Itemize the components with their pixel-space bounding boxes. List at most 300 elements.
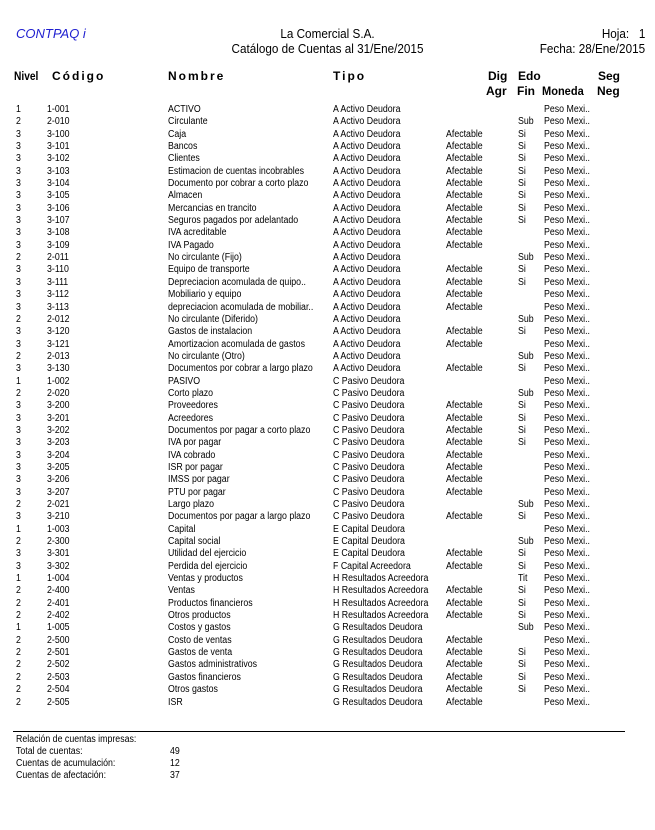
cell-afectable: Afectable (446, 449, 483, 461)
cell-tipo: A Activo Deudora (333, 165, 401, 177)
cell-nivel: 3 (16, 215, 21, 227)
cell-nombre: No circulante (Otro) (168, 350, 245, 362)
col-header-codigo: Código (52, 69, 106, 83)
cell-afectable: Afectable (446, 486, 483, 498)
cell-codigo: 1-001 (47, 104, 70, 115)
cell-edo-fin: Si (518, 597, 526, 609)
cell-tipo: A Activo Deudora (333, 363, 401, 375)
table-row (0, 376, 655, 388)
cell-nivel: 3 (16, 264, 21, 276)
cell-edo-fin: Si (518, 610, 526, 622)
cell-nombre: IVA Pagado (168, 239, 214, 251)
col-header-moneda: Moneda (542, 84, 584, 98)
cell-codigo: 3-103 (47, 165, 70, 177)
cell-edo-fin: Si (518, 684, 526, 696)
cell-afectable: Afectable (446, 474, 483, 486)
col-header-fin: Fin (517, 84, 535, 98)
cell-nombre: Corto plazo (168, 387, 214, 399)
cell-codigo: 3-302 (47, 560, 70, 572)
table-row (0, 363, 655, 375)
cell-moneda: Peso Mexi.. (544, 153, 590, 165)
cell-moneda: Peso Mexi.. (544, 289, 590, 301)
cell-moneda: Peso Mexi.. (544, 239, 590, 251)
cell-edo-fin: Si (518, 659, 526, 671)
table-row (0, 203, 655, 215)
table-row (0, 339, 655, 351)
table-row (0, 116, 655, 128)
table-row (0, 178, 655, 190)
cell-codigo: 3-110 (47, 264, 69, 276)
cell-afectable: Afectable (446, 276, 483, 288)
cell-moneda: Peso Mexi.. (544, 128, 590, 140)
cell-nivel: 2 (16, 671, 21, 683)
table-row (0, 264, 655, 276)
cell-tipo: E Capital Deudora (333, 523, 405, 535)
cell-codigo: 3-109 (47, 239, 70, 251)
cell-moneda: Peso Mexi.. (544, 523, 590, 535)
cell-tipo: H Resultados Acreedora (333, 585, 429, 597)
cell-tipo: C Pasivo Deudora (333, 474, 405, 486)
cell-nombre: Otros productos (168, 610, 231, 622)
cell-nivel: 3 (16, 227, 21, 239)
cell-afectable: Afectable (446, 548, 483, 560)
cell-nombre: Mercancias en trancito (168, 202, 257, 214)
cell-tipo: E Capital Deudora (333, 548, 405, 560)
cell-edo-fin: Sub (518, 252, 534, 264)
cell-nivel: 3 (16, 474, 21, 486)
cell-moneda: Peso Mexi.. (544, 610, 590, 622)
cell-codigo: 2-401 (47, 597, 70, 609)
summary-divider (13, 731, 625, 732)
cell-nombre: ISR (168, 696, 183, 708)
cell-moneda: Peso Mexi.. (544, 659, 590, 671)
cell-edo-fin: Si (518, 437, 526, 449)
cell-moneda: Peso Mexi.. (544, 536, 590, 548)
cell-codigo: 2-300 (47, 536, 70, 548)
cell-tipo: A Activo Deudora (333, 227, 401, 239)
cell-afectable: Afectable (446, 560, 483, 572)
cell-edo-fin: Si (518, 326, 526, 338)
cell-afectable: Afectable (446, 301, 483, 313)
cell-edo-fin: Si (518, 141, 526, 153)
cell-tipo: A Activo Deudora (333, 350, 401, 362)
cell-nombre: Ventas y productos (168, 573, 243, 585)
table-row (0, 511, 655, 523)
cell-tipo: A Activo Deudora (333, 239, 401, 251)
cell-tipo: A Activo Deudora (333, 178, 401, 190)
cell-nombre: Costo de ventas (168, 634, 232, 646)
cell-nivel: 2 (16, 313, 21, 325)
table-row (0, 684, 655, 696)
cell-edo-fin: Si (518, 548, 526, 560)
cell-codigo: 3-210 (47, 511, 70, 523)
cell-codigo: 3-113 (47, 301, 69, 313)
table-row (0, 499, 655, 511)
cell-nivel: 3 (16, 486, 21, 498)
cell-tipo: E Capital Deudora (333, 536, 405, 548)
table-row (0, 437, 655, 449)
cell-moneda: Peso Mexi.. (544, 560, 590, 572)
col-header-neg: Neg (597, 84, 620, 98)
cell-edo-fin: Si (518, 511, 526, 523)
cell-nivel: 2 (16, 647, 21, 659)
table-row (0, 388, 655, 400)
cell-moneda: Peso Mexi.. (544, 264, 590, 276)
col-header-dig: Dig (488, 69, 508, 83)
cell-afectable: Afectable (446, 684, 483, 696)
cell-nivel: 3 (16, 239, 21, 251)
cell-tipo: H Resultados Acreedora (333, 597, 429, 609)
cell-tipo: A Activo Deudora (333, 301, 401, 313)
cell-tipo: A Activo Deudora (333, 128, 401, 140)
cell-nivel: 3 (16, 289, 21, 301)
cell-tipo: C Pasivo Deudora (333, 387, 405, 399)
cell-codigo: 3-205 (47, 461, 70, 473)
cell-nivel: 1 (16, 573, 21, 585)
cell-nombre: Almacen (168, 190, 203, 202)
table-row (0, 129, 655, 141)
cell-afectable: Afectable (446, 424, 483, 436)
table-row (0, 413, 655, 425)
cell-edo-fin: Si (518, 276, 526, 288)
cell-codigo: 3-130 (47, 363, 70, 375)
cell-edo-fin: Si (518, 264, 526, 276)
cell-nombre: Costos y gastos (168, 622, 231, 634)
page-value: 1 (638, 26, 645, 41)
cell-nombre: Equipo de transporte (168, 264, 250, 276)
cell-tipo: A Activo Deudora (333, 215, 401, 227)
cell-nivel: 2 (16, 634, 21, 646)
cell-moneda: Peso Mexi.. (544, 684, 590, 696)
cell-codigo: 1-005 (47, 622, 70, 634)
cell-tipo: G Resultados Deudora (333, 696, 423, 708)
cell-nombre: No circulante (Fijo) (168, 252, 242, 264)
cell-nombre: Documentos por cobrar a largo plazo (168, 363, 313, 375)
table-row (0, 474, 655, 486)
cell-moneda: Peso Mexi.. (544, 548, 590, 560)
cell-codigo: 2-400 (47, 585, 70, 597)
cell-nombre: PASIVO (168, 375, 201, 387)
table-row (0, 302, 655, 314)
cell-edo-fin: Si (518, 363, 526, 375)
cell-nombre: Documentos por pagar a largo plazo (168, 511, 311, 523)
cell-nombre: ACTIVO (168, 104, 201, 115)
cell-moneda: Peso Mexi.. (544, 597, 590, 609)
cell-codigo: 3-121 (47, 338, 70, 350)
cell-afectable: Afectable (446, 227, 483, 239)
cell-codigo: 3-200 (47, 400, 70, 412)
cell-nombre: IMSS por pagar (168, 474, 230, 486)
cell-codigo: 3-108 (47, 227, 70, 239)
cell-tipo: A Activo Deudora (333, 104, 401, 115)
summary-title: Relación de cuentas impresas: (16, 734, 137, 745)
cell-afectable: Afectable (446, 128, 483, 140)
cell-moneda: Peso Mexi.. (544, 375, 590, 387)
cell-moneda: Peso Mexi.. (544, 671, 590, 683)
cell-afectable: Afectable (446, 412, 483, 424)
cell-moneda: Peso Mexi.. (544, 227, 590, 239)
cell-nombre: Estimacion de cuentas incobrables (168, 165, 304, 177)
cell-edo-fin: Sub (518, 536, 534, 548)
cell-tipo: G Resultados Deudora (333, 647, 423, 659)
cell-afectable: Afectable (446, 585, 483, 597)
cell-edo-fin: Sub (518, 387, 534, 399)
cell-codigo: 3-106 (47, 202, 70, 214)
cell-afectable: Afectable (446, 202, 483, 214)
cell-edo-fin: Si (518, 560, 526, 572)
table-row (0, 289, 655, 301)
cell-nombre: Gastos de venta (168, 647, 233, 659)
cell-moneda: Peso Mexi.. (544, 573, 590, 585)
cell-nivel: 2 (16, 585, 21, 597)
cell-nombre: ISR por pagar (168, 461, 223, 473)
cell-codigo: 3-100 (47, 128, 70, 140)
cell-moneda: Peso Mexi.. (544, 276, 590, 288)
cell-nivel: 3 (16, 153, 21, 165)
cell-nombre: Documento por cobrar a corto plazo (168, 178, 309, 190)
cell-afectable: Afectable (446, 461, 483, 473)
table-row (0, 326, 655, 338)
cell-codigo: 3-201 (47, 412, 70, 424)
cell-nivel: 2 (16, 684, 21, 696)
cell-tipo: A Activo Deudora (333, 252, 401, 264)
cell-moneda: Peso Mexi.. (544, 400, 590, 412)
cell-nivel: 1 (16, 104, 21, 115)
table-row (0, 647, 655, 659)
cell-moneda: Peso Mexi.. (544, 116, 590, 128)
cell-nombre: Ventas (168, 585, 195, 597)
cell-tipo: A Activo Deudora (333, 116, 401, 128)
cell-nivel: 3 (16, 437, 21, 449)
cell-edo-fin: Tit (518, 573, 528, 585)
cell-moneda: Peso Mexi.. (544, 696, 590, 708)
cell-tipo: C Pasivo Deudora (333, 412, 405, 424)
table-row (0, 561, 655, 573)
cell-moneda: Peso Mexi.. (544, 252, 590, 264)
cell-nivel: 2 (16, 659, 21, 671)
cell-afectable: Afectable (446, 363, 483, 375)
table-row (0, 190, 655, 202)
cell-tipo: A Activo Deudora (333, 153, 401, 165)
cell-codigo: 3-120 (47, 326, 70, 338)
cell-codigo: 2-010 (47, 116, 70, 128)
cell-afectable: Afectable (446, 153, 483, 165)
cell-nombre: Gastos financieros (168, 671, 241, 683)
cell-moneda: Peso Mexi.. (544, 215, 590, 227)
cell-tipo: A Activo Deudora (333, 264, 401, 276)
cell-moneda: Peso Mexi.. (544, 165, 590, 177)
cell-nivel: 1 (16, 523, 21, 535)
cell-edo-fin: Si (518, 412, 526, 424)
cell-tipo: H Resultados Acreedora (333, 610, 429, 622)
cell-nivel: 3 (16, 449, 21, 461)
cell-tipo: G Resultados Deudora (333, 634, 423, 646)
cell-afectable: Afectable (446, 437, 483, 449)
cell-afectable: Afectable (446, 178, 483, 190)
cell-codigo: 2-502 (47, 659, 70, 671)
cell-codigo: 3-207 (47, 486, 70, 498)
cell-edo-fin: Si (518, 178, 526, 190)
cell-nivel: 3 (16, 548, 21, 560)
cell-nivel: 3 (16, 511, 21, 523)
cell-codigo: 2-402 (47, 610, 70, 622)
cell-nombre: PTU por pagar (168, 486, 226, 498)
cell-nombre: Caja (168, 128, 187, 140)
table-row (0, 153, 655, 165)
cell-codigo: 2-500 (47, 634, 70, 646)
cell-afectable: Afectable (446, 597, 483, 609)
col-header-edo: Edo (518, 69, 541, 83)
cell-codigo: 2-501 (47, 647, 70, 659)
cell-moneda: Peso Mexi.. (544, 511, 590, 523)
cell-nivel: 3 (16, 424, 21, 436)
cell-tipo: C Pasivo Deudora (333, 375, 405, 387)
cell-nombre: Acreedores (168, 412, 214, 424)
table-row (0, 104, 655, 116)
cell-nombre: Documentos por pagar a corto plazo (168, 424, 311, 436)
cell-moneda: Peso Mexi.. (544, 387, 590, 399)
cell-moneda: Peso Mexi.. (544, 178, 590, 190)
cell-nivel: 3 (16, 400, 21, 412)
cell-edo-fin: Si (518, 671, 526, 683)
table-row (0, 610, 655, 622)
cell-nivel: 3 (16, 560, 21, 572)
cell-codigo: 1-004 (47, 573, 70, 585)
cell-moneda: Peso Mexi.. (544, 486, 590, 498)
cell-tipo: C Pasivo Deudora (333, 499, 405, 510)
table-row (0, 672, 655, 684)
table-row (0, 252, 655, 264)
cell-nombre: Largo plazo (168, 499, 214, 510)
cell-nombre: Productos financieros (168, 597, 253, 609)
cell-moneda: Peso Mexi.. (544, 363, 590, 375)
cell-moneda: Peso Mexi.. (544, 499, 590, 510)
accounts-table (0, 104, 655, 709)
cell-nivel: 2 (16, 499, 21, 510)
col-header-nivel: Nivel (14, 69, 39, 83)
cell-moneda: Peso Mexi.. (544, 474, 590, 486)
cell-nombre: No circulante (Diferido) (168, 313, 258, 325)
cell-nombre: IVA acreditable (168, 227, 227, 239)
cell-tipo: G Resultados Deudora (333, 659, 423, 671)
cell-nivel: 3 (16, 363, 21, 375)
cell-nivel: 1 (16, 375, 21, 387)
cell-tipo: C Pasivo Deudora (333, 437, 405, 449)
cell-codigo: 2-021 (47, 499, 70, 510)
cell-edo-fin: Si (518, 128, 526, 140)
cell-codigo: 3-202 (47, 424, 70, 436)
cell-codigo: 3-204 (47, 449, 70, 461)
cell-moneda: Peso Mexi.. (544, 622, 590, 634)
cell-moneda: Peso Mexi.. (544, 449, 590, 461)
cell-afectable: Afectable (446, 215, 483, 227)
cell-codigo: 1-002 (47, 375, 70, 387)
cell-edo-fin: Si (518, 153, 526, 165)
table-row (0, 215, 655, 227)
cell-moneda: Peso Mexi.. (544, 634, 590, 646)
cell-moneda: Peso Mexi.. (544, 338, 590, 350)
table-row (0, 141, 655, 153)
cell-nivel: 3 (16, 412, 21, 424)
cell-afectable: Afectable (446, 696, 483, 708)
cell-tipo: C Pasivo Deudora (333, 449, 405, 461)
table-row (0, 487, 655, 499)
cell-edo-fin: Si (518, 585, 526, 597)
cell-afectable: Afectable (446, 264, 483, 276)
cell-tipo: A Activo Deudora (333, 190, 401, 202)
cell-moneda: Peso Mexi.. (544, 313, 590, 325)
cell-nombre: Bancos (168, 141, 198, 153)
cell-tipo: G Resultados Deudora (333, 684, 423, 696)
cell-nivel: 3 (16, 202, 21, 214)
cell-codigo: 1-003 (47, 523, 70, 535)
cell-nivel: 2 (16, 696, 21, 708)
cell-nombre: IVA cobrado (168, 449, 216, 461)
cell-moneda: Peso Mexi.. (544, 301, 590, 313)
cell-edo-fin: Sub (518, 116, 534, 128)
cell-tipo: F Capital Acreedora (333, 560, 411, 572)
cell-afectable: Afectable (446, 610, 483, 622)
cell-moneda: Peso Mexi.. (544, 190, 590, 202)
cell-nivel: 3 (16, 338, 21, 350)
cell-moneda: Peso Mexi.. (544, 647, 590, 659)
cell-nivel: 2 (16, 252, 21, 264)
cell-codigo: 3-203 (47, 437, 70, 449)
table-row (0, 635, 655, 647)
cell-nivel: 3 (16, 190, 21, 202)
summary-acum-label: Cuentas de acumulación: (16, 758, 116, 769)
table-row (0, 697, 655, 709)
cell-tipo: A Activo Deudora (333, 276, 401, 288)
cell-nombre: Proveedores (168, 400, 218, 412)
cell-moneda: Peso Mexi.. (544, 437, 590, 449)
cell-edo-fin: Sub (518, 350, 534, 362)
cell-tipo: G Resultados Deudora (333, 671, 423, 683)
cell-codigo: 2-012 (47, 313, 70, 325)
cell-nombre: Capital social (168, 536, 221, 548)
cell-codigo: 2-505 (47, 696, 70, 708)
cell-tipo: A Activo Deudora (333, 313, 401, 325)
cell-tipo: G Resultados Deudora (333, 622, 423, 634)
cell-afectable: Afectable (446, 326, 483, 338)
cell-nivel: 2 (16, 116, 21, 128)
cell-tipo: A Activo Deudora (333, 326, 401, 338)
table-row (0, 573, 655, 585)
page-label: Hoja: (601, 26, 629, 41)
cell-codigo: 2-504 (47, 684, 70, 696)
cell-nivel: 3 (16, 461, 21, 473)
report-date: Fecha: 28/Ene/2015 (539, 41, 645, 56)
summary-afect-label: Cuentas de afectación: (16, 770, 107, 781)
cell-codigo: 2-011 (47, 252, 69, 264)
table-row (0, 227, 655, 239)
cell-tipo: A Activo Deudora (333, 289, 401, 301)
cell-tipo: C Pasivo Deudora (333, 424, 405, 436)
cell-codigo: 2-013 (47, 350, 70, 362)
cell-nombre: Depreciacion acomulada de quipo.. (168, 276, 306, 288)
cell-edo-fin: Si (518, 400, 526, 412)
cell-moneda: Peso Mexi.. (544, 141, 590, 153)
cell-afectable: Afectable (446, 239, 483, 251)
table-row (0, 524, 655, 536)
cell-codigo: 3-111 (47, 276, 69, 288)
table-row (0, 585, 655, 597)
cell-codigo: 2-503 (47, 671, 70, 683)
cell-nivel: 1 (16, 622, 21, 634)
summary-total-value: 49 (170, 746, 180, 757)
cell-nombre: Clientes (168, 153, 200, 165)
cell-codigo: 3-206 (47, 474, 70, 486)
